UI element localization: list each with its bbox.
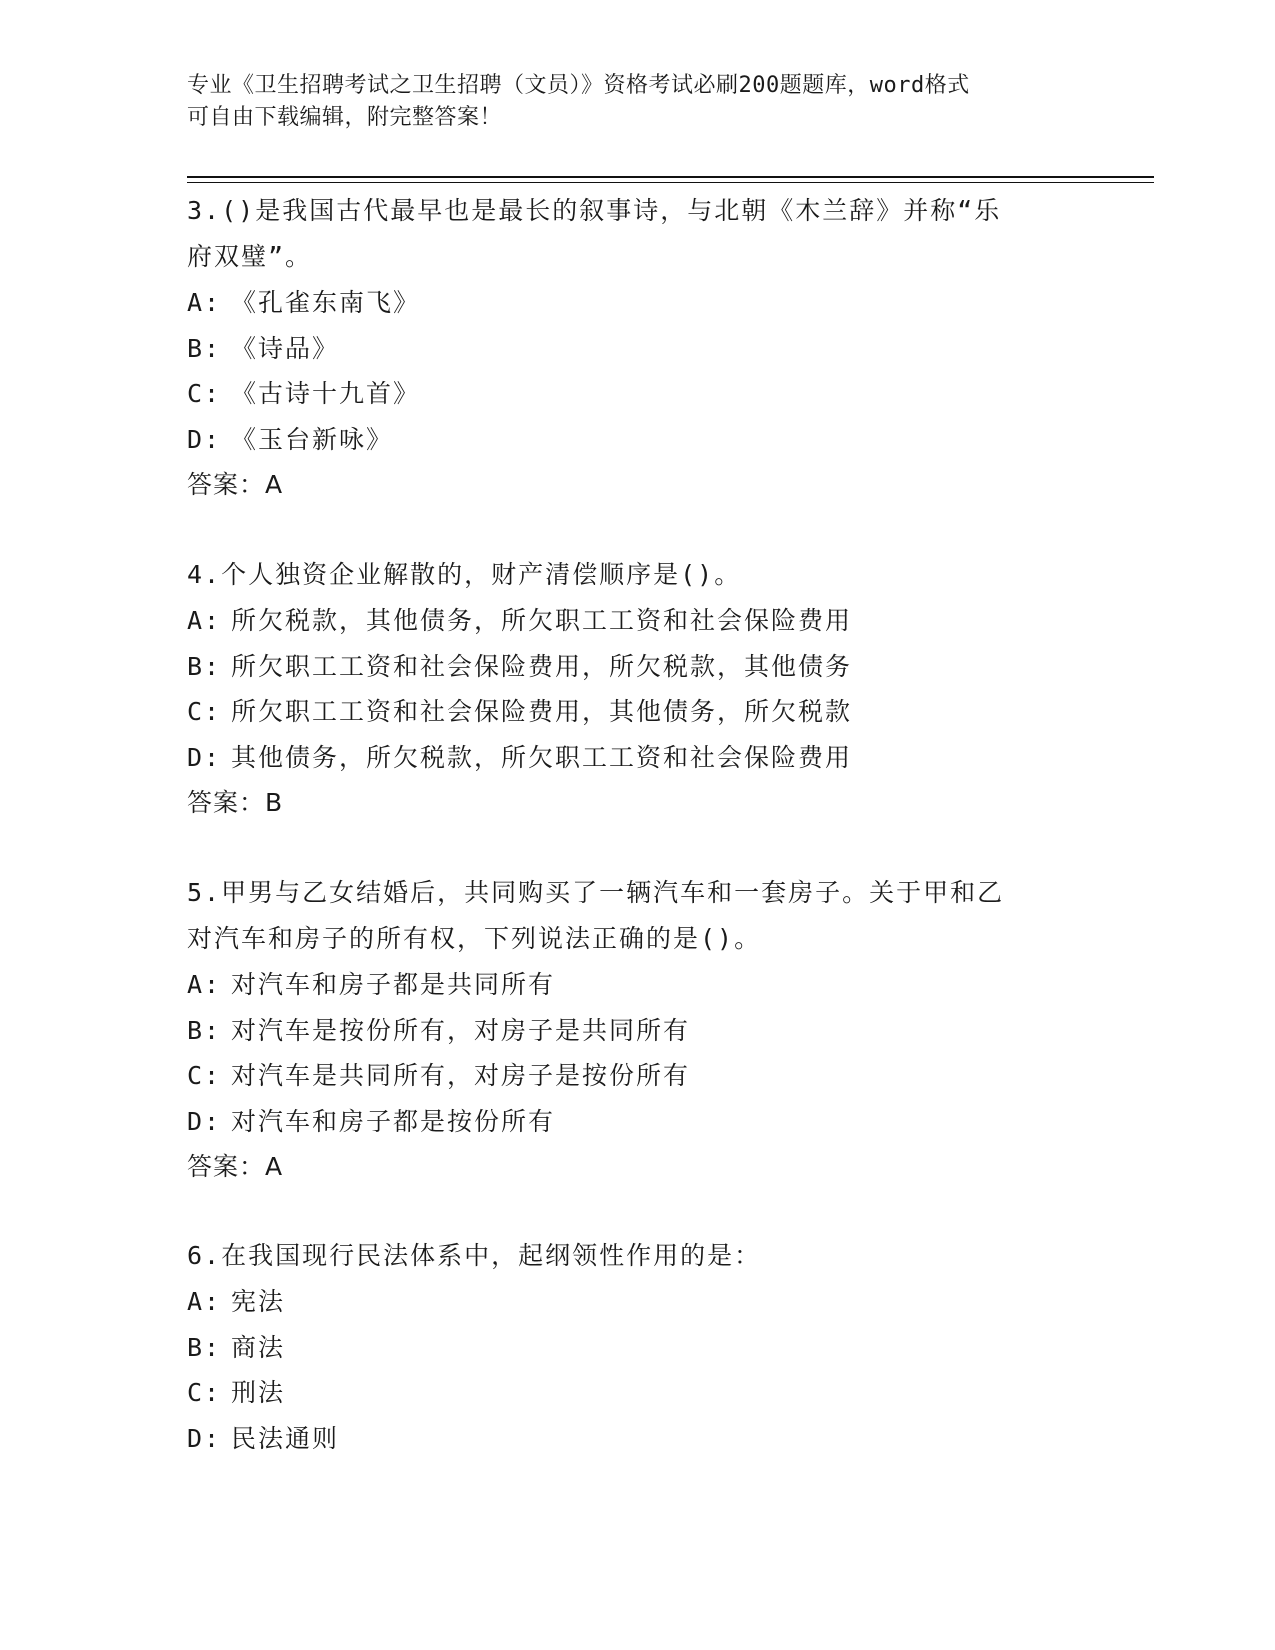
option-text: 对汽车和房子都是共同所有	[231, 970, 556, 999]
option-d	[187, 417, 1067, 463]
option-key: D:	[187, 424, 222, 454]
option-text: 《玉台新咏》	[231, 424, 394, 454]
answer-line: 答案：A	[187, 1152, 284, 1181]
question-3	[187, 188, 1067, 507]
option-key: B:	[187, 333, 222, 363]
option-text: 《诗品》	[231, 333, 340, 363]
option-key: D:	[187, 742, 222, 772]
option-text: 对汽车和房子都是按份所有	[231, 1106, 556, 1136]
option-text: 宪法	[231, 1287, 286, 1316]
option-key: C:	[187, 379, 222, 408]
option-key: D:	[187, 1423, 222, 1453]
option-key: A:	[187, 606, 222, 635]
option-a	[187, 962, 1067, 1008]
option-key: A:	[187, 1287, 222, 1316]
option-b	[187, 1325, 1067, 1371]
question-stem-continued: 府双璧”。	[187, 242, 313, 271]
option-d	[187, 1099, 1067, 1145]
option-key: C:	[187, 1378, 222, 1407]
answer-line: 答案：A	[187, 470, 284, 499]
option-key: A:	[187, 288, 222, 317]
option-a	[187, 1279, 1067, 1325]
option-text: 民法通则	[231, 1423, 340, 1453]
option-text: 刑法	[231, 1378, 286, 1407]
option-key: D:	[187, 1106, 222, 1136]
option-text: 其他债务，所欠税款，所欠职工工资和社会保险费用	[231, 742, 853, 772]
answer-line: 答案：B	[187, 788, 284, 817]
option-c	[187, 1053, 1067, 1099]
option-d	[187, 735, 1067, 781]
header-divider-thin	[187, 182, 1154, 183]
option-text: 所欠职工工资和社会保险费用，所欠税款，其他债务	[231, 651, 853, 681]
option-text: 商法	[231, 1332, 286, 1362]
option-key: B:	[187, 1332, 222, 1362]
option-d	[187, 1416, 1067, 1462]
question-stem: 4.个人独资企业解散的，财产清偿顺序是()。	[187, 560, 742, 589]
option-c	[187, 371, 1067, 417]
question-4	[187, 552, 1067, 825]
question-stem: 3.()是我国古代最早也是最长的叙事诗，与北朝《木兰辞》并称“乐	[187, 196, 1002, 225]
question-stem-continued: 对汽车和房子的所有权，下列说法正确的是()。	[187, 924, 762, 953]
option-text: 《孔雀东南飞》	[231, 288, 421, 317]
option-a	[187, 280, 1067, 326]
header-line-1: 专业《卫生招聘考试之卫生招聘（文员）》资格考试必刷200题题库，word格式	[187, 73, 970, 98]
option-key: B:	[187, 651, 222, 681]
option-text: 所欠税款，其他债务，所欠职工工资和社会保险费用	[231, 606, 853, 635]
option-b	[187, 1008, 1067, 1054]
option-text: 所欠职工工资和社会保险费用，其他债务，所欠税款	[231, 697, 853, 726]
question-stem: 5.甲男与乙女结婚后，共同购买了一辆汽车和一套房子。关于甲和乙	[187, 878, 1005, 907]
option-key: C:	[187, 1061, 222, 1090]
option-text: 对汽车是共同所有，对房子是按份所有	[231, 1061, 691, 1090]
option-text: 《古诗十九首》	[231, 379, 421, 408]
option-b	[187, 326, 1067, 372]
question-6	[187, 1233, 1067, 1461]
option-key: C:	[187, 697, 222, 726]
option-key: B:	[187, 1015, 222, 1045]
option-text: 对汽车是按份所有，对房子是共同所有	[231, 1015, 691, 1045]
document-header	[187, 70, 1087, 134]
option-c	[187, 1370, 1067, 1416]
header-divider-thick	[187, 176, 1154, 178]
option-b	[187, 644, 1067, 690]
option-c	[187, 689, 1067, 735]
question-stem: 6.在我国现行民法体系中，起纲领性作用的是：	[187, 1241, 762, 1270]
option-a	[187, 598, 1067, 644]
header-line-2: 可自由下载编辑，附完整答案！	[187, 105, 503, 130]
question-5	[187, 870, 1067, 1189]
option-key: A:	[187, 970, 222, 999]
